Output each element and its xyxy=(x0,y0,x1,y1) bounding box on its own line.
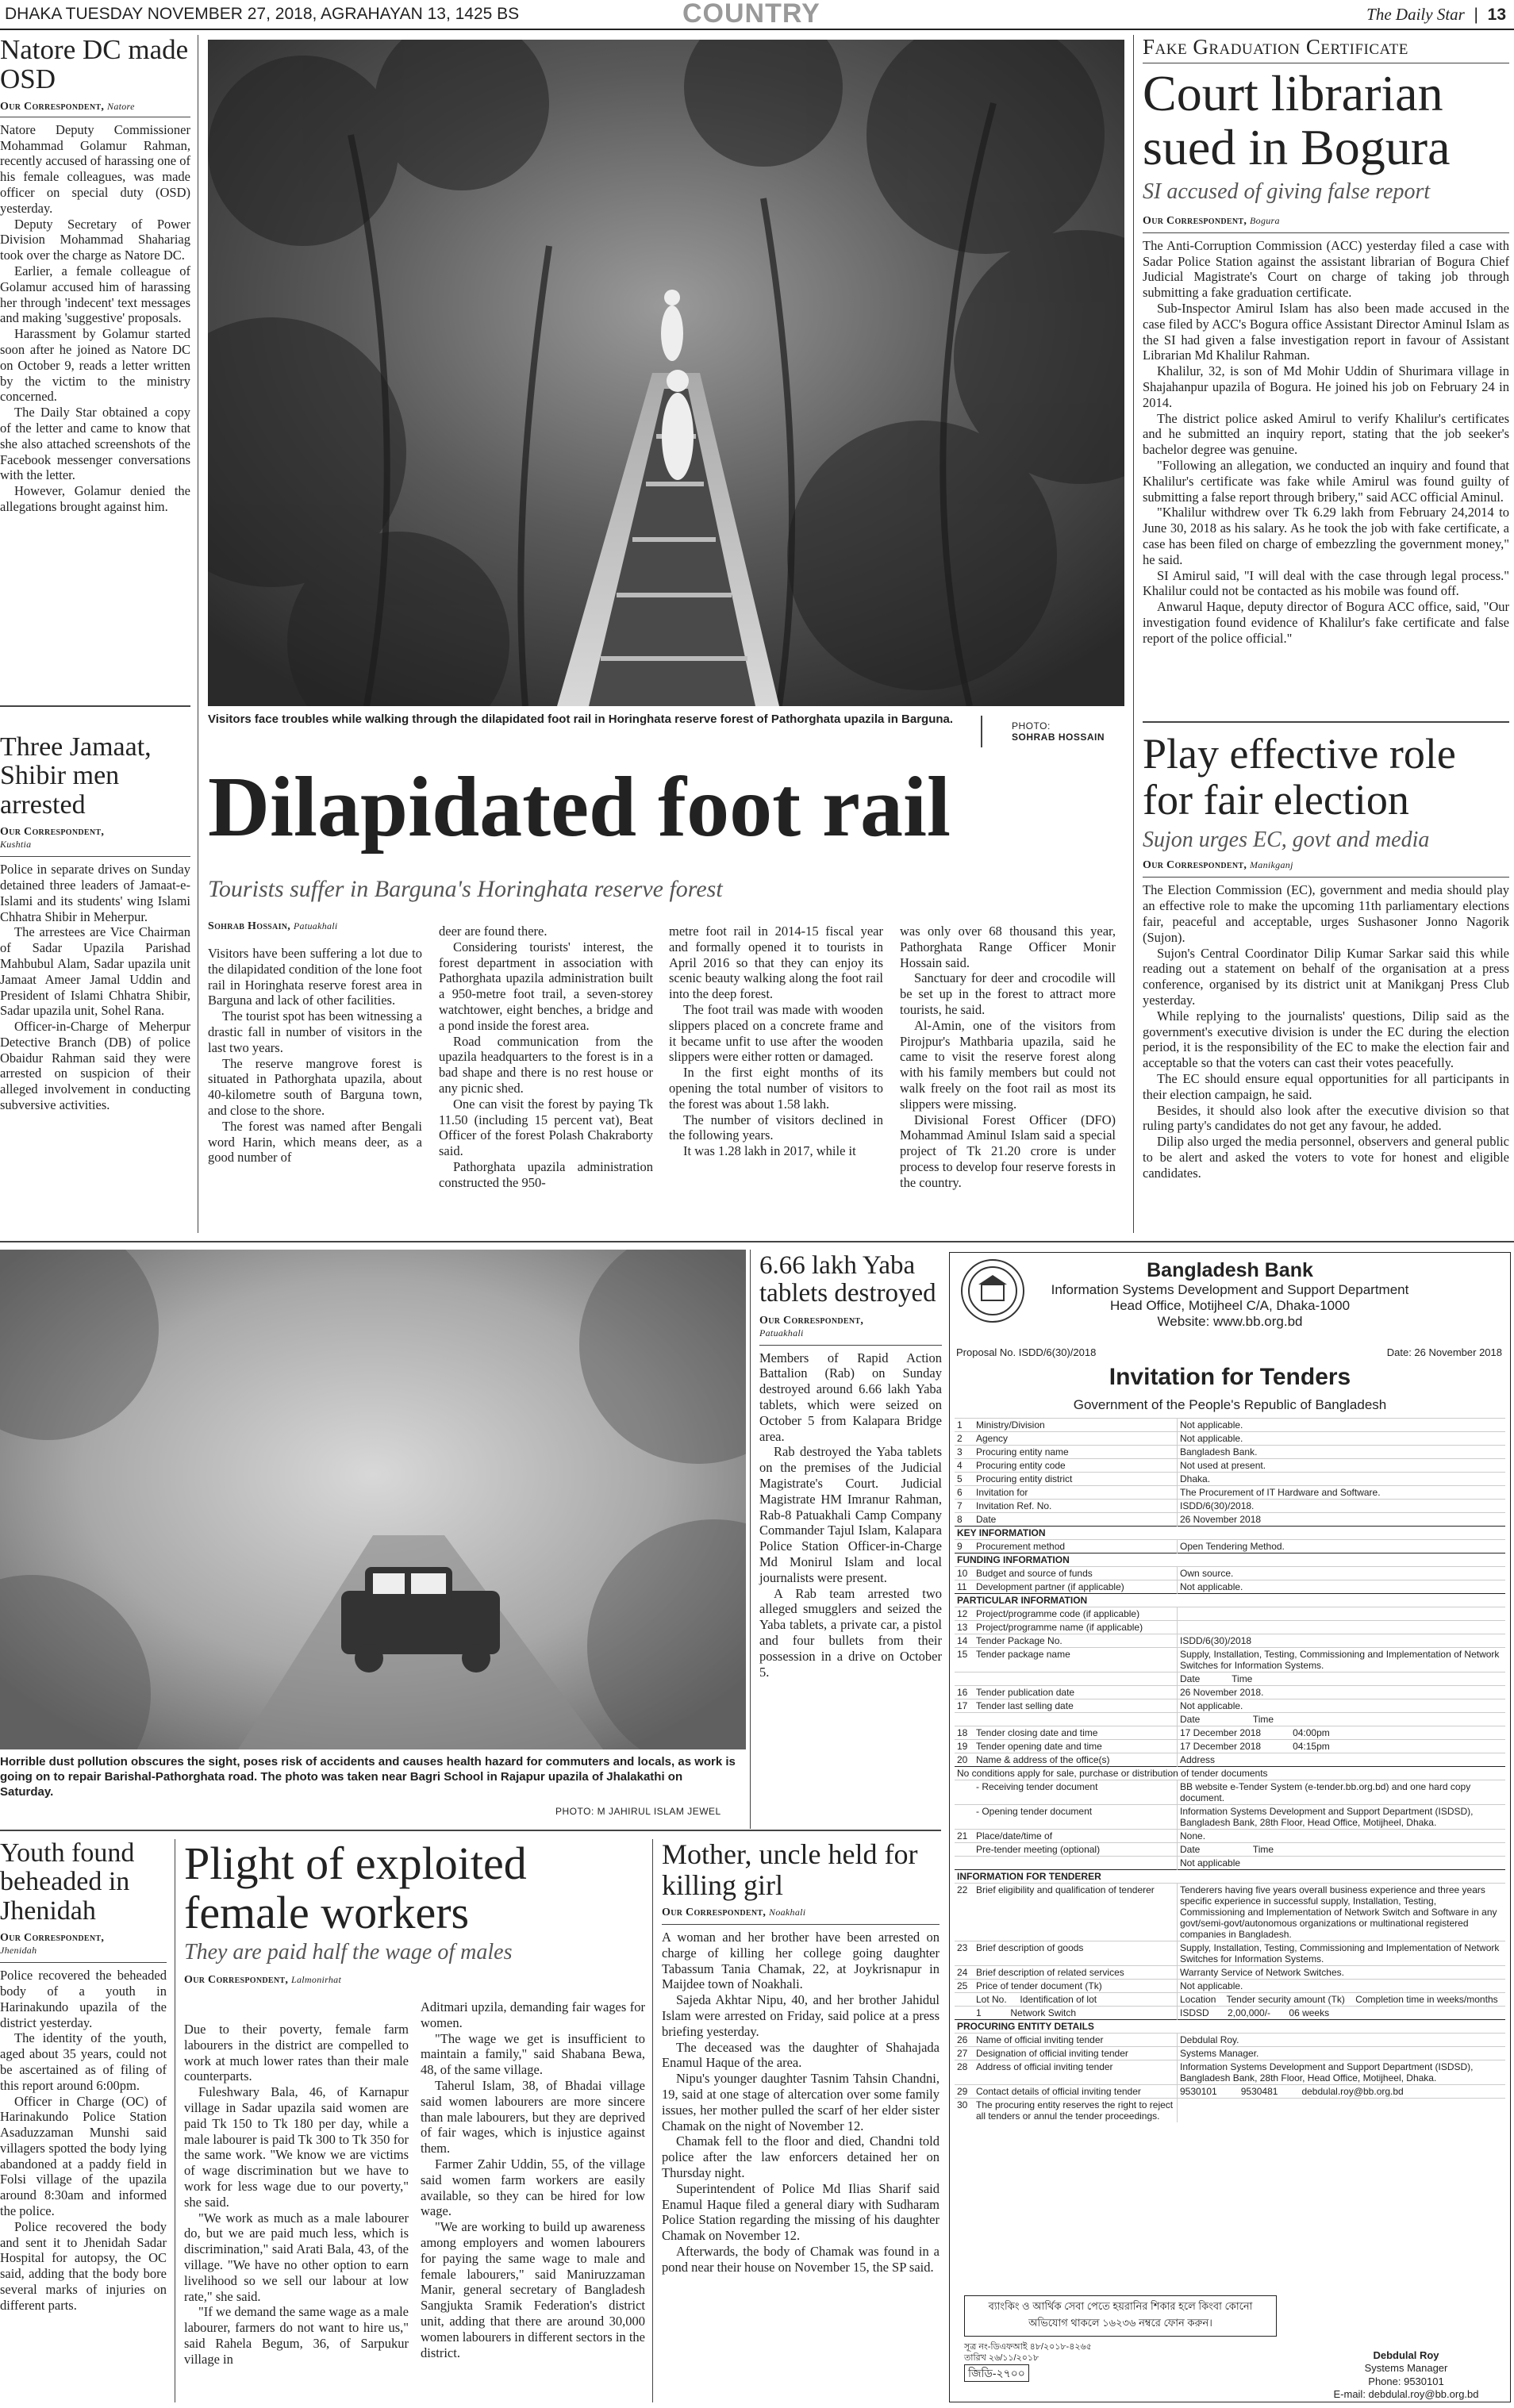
row-label: Tender package name xyxy=(974,1648,1178,1673)
paragraph: The deceased was the daughter of Shahajada Enamul Haque of the area. xyxy=(662,2039,940,2071)
table-row xyxy=(955,2047,1505,2060)
headline: 6.66 lakh Yaba tablets destroyed xyxy=(759,1251,936,1308)
row-number: 10 xyxy=(955,1567,974,1580)
subheadline: They are paid half the wage of males xyxy=(184,1940,513,1965)
row-value: Own source. xyxy=(1178,1567,1506,1580)
paragraph: "If we demand the same wage as a male labourer, farmers do not want to hire us," said Rahela Begum, 36, of Sarpukur village in xyxy=(184,2304,409,2367)
paragraph: "Khalilur withdrew over Tk 6.29 lakh from February 24,2014 to June 30, 2018 as his salary. As he took the job with fake certificate, a case has been filed on charge of embezzling the government money," he said. xyxy=(1143,505,1509,567)
byline: Our Correspondent, Patuakhali xyxy=(759,1314,864,1338)
paragraph: Due to their poverty, female farm labourers in the district are compelled to work at much lower rates than their male counterparts. xyxy=(184,2022,409,2084)
byline: Sohrab Hossain, Patuakhali xyxy=(208,920,338,932)
table-row xyxy=(955,1527,1505,1540)
byline: Our Correspondent, Natore xyxy=(0,100,135,113)
table-row xyxy=(955,1699,1505,1713)
row-value: ISDD/6(30)/2018 xyxy=(1178,1634,1506,1648)
row-label: - Receiving tender document xyxy=(974,1780,1178,1805)
row-value: Not applicable. xyxy=(1178,1419,1506,1432)
paragraph: Afterwards, the body of Chamak was found in a pond near their house on November 15, the SP said. xyxy=(662,2243,940,2275)
row-number: 6 xyxy=(955,1486,974,1500)
table-row xyxy=(955,2020,1505,2034)
row-value: Open Tendering Method. xyxy=(1178,1540,1506,1553)
table-row xyxy=(955,1540,1505,1553)
row-label: Name of official inviting tender xyxy=(974,2034,1178,2047)
row-value: Location Tender security amount (Tk) Completion time in weeks/months xyxy=(1178,1993,1506,2007)
masthead: The Daily Star xyxy=(1366,5,1465,24)
article-election xyxy=(1143,732,1509,1181)
row-label: Brief description of goods xyxy=(974,1941,1178,1966)
paragraph: However, Golamur denied the allegations brought against him. xyxy=(0,483,190,514)
headline: Plight of exploited female workers xyxy=(184,1838,527,1939)
row-value: Bangladesh Bank. xyxy=(1178,1446,1506,1459)
row-number xyxy=(955,1673,974,1686)
table-row xyxy=(955,1753,1505,1767)
ad-heading: Invitation for Tenders xyxy=(1109,1364,1351,1390)
row-number: 24 xyxy=(955,1966,974,1980)
row-value: Not applicable. xyxy=(1178,1580,1506,1594)
bank-name: Bangladesh Bank xyxy=(1147,1259,1313,1281)
proposal-date: Date: 26 November 2018 xyxy=(1386,1346,1502,1358)
paragraph: Superintendent of Police Md Ilias Sharif said Enamul Haque filed a general diary with Sudharam Police Station regarding the missing of his daughter Chamak on November 12. xyxy=(662,2180,940,2244)
row-value: 9530101 9530481 debdulal.roy@bb.org.bd xyxy=(1178,2085,1506,2099)
row-number: 18 xyxy=(955,1726,974,1740)
photo-credit: PHOTO: SOHRAB HOSSAIN xyxy=(1012,720,1105,743)
row-label: Tender last selling date xyxy=(974,1699,1178,1713)
article-body xyxy=(759,1350,942,1680)
table-row xyxy=(955,1567,1505,1580)
address: Head Office, Motijheel C/A, Dhaka-1000 xyxy=(1109,1298,1351,1313)
paragraph: deer are found there. xyxy=(439,924,548,939)
row-value: Date Time xyxy=(1178,1713,1506,1726)
row-value: Information Systems Development and Support Department (ISDSD), Bangladesh Bank, 28th Floor, Head Office, Motijheel, Dhaka. xyxy=(1178,2060,1506,2085)
paragraph: One can visit the forest by paying Tk 11.50 (including 15 percent vat), Beat Officer of the forest Polash Chakraborty said. xyxy=(439,1096,653,1159)
row-value: ISDD/6(30)/2018. xyxy=(1178,1500,1506,1513)
tender-table xyxy=(955,1418,1505,2122)
table-row xyxy=(955,1500,1505,1513)
row-label: Development partner (if applicable) xyxy=(974,1580,1178,1594)
row-label: Designation of official inviting tender xyxy=(974,2047,1178,2060)
row-number: 23 xyxy=(955,1941,974,1966)
table-row xyxy=(955,1634,1505,1648)
row-number: 5 xyxy=(955,1473,974,1486)
paragraph: Police in separate drives on Sunday detained three leaders of Jamaat-e-Islami and its students' wing Islami Chhatra Shibir in Meherpur. xyxy=(0,862,190,924)
paragraph: Sub-Inspector Amirul Islam has also been made accused in the case filed by ACC's Bogura office Assistant Director Aminul Islam as the SI had given a false investigation report in favour of Assistant Librarian Md Khalilur Rahman. xyxy=(1143,301,1509,363)
table-row xyxy=(955,1594,1505,1607)
row-value: Systems Manager. xyxy=(1178,2047,1506,2060)
row-value xyxy=(1178,1621,1506,1634)
headline: Dilapidated foot rail xyxy=(208,760,951,855)
table-row xyxy=(955,1993,1505,2007)
paragraph: The Election Commission (EC), government and media should play an effective role to make the upcoming 11th parliamentary elections fair, peaceful and acceptable, urges Sushasoner Jonno Nagorik (Sujon). xyxy=(1143,882,1509,945)
section-name: COUNTRY xyxy=(682,0,820,29)
tender-advertisement xyxy=(949,1252,1511,2402)
row-label: Address of official inviting tender xyxy=(974,2060,1178,2085)
page-number: 13 xyxy=(1487,6,1506,24)
table-row xyxy=(955,1486,1505,1500)
row-number xyxy=(955,1805,974,1830)
article-column-3 xyxy=(669,924,883,1159)
paragraph: Police recovered the beheaded body of a youth in Harinakundo upazila of the district yesterday. xyxy=(0,1968,167,2030)
row-label: Tender opening date and time xyxy=(974,1740,1178,1753)
row-label xyxy=(974,1673,1178,1686)
row-number: 14 xyxy=(955,1634,974,1648)
row-value: The Procurement of IT Hardware and Software. xyxy=(1178,1486,1506,1500)
table-row xyxy=(955,1580,1505,1594)
row-value xyxy=(1178,2099,1506,2123)
row-label: Project/programme name (if applicable) xyxy=(974,1621,1178,1634)
kicker: Fake Graduation Certificate xyxy=(1143,35,1408,59)
paragraph: Sajeda Akhtar Nipu, 40, and her brother Jahidul Islam were arrested on Friday, said police at a press briefing yesterday. xyxy=(662,1992,940,2039)
memo-references: সূত্র নং-ডিএফআই ৪৮/২০১৮-৪২৬৫ তারিখ ২৬/১১/২০১৮ জিডি-২৭০০ xyxy=(964,2341,1092,2382)
table-row xyxy=(955,1843,1505,1857)
row-number: 20 xyxy=(955,1753,974,1767)
headline: Youth found beheaded in Jhenidah xyxy=(0,1838,135,1926)
row-value: Tenderers having five years overall business experience and three years specific experience in successful supply, Installation, Testing, Commissioning and Implementation of Network Switch and Software in any govt/semi-govt/autonomous organizations or multinational registered companies in Bangladesh. xyxy=(1178,1884,1506,1941)
row-number: 26 xyxy=(955,2034,974,2047)
row-label: Name & address of the office(s) xyxy=(974,1753,1178,1767)
paragraph: Anwarul Haque, deputy director of Bogura ACC office, said, "Our investigation found evidence of Khalilur's fake certificate and false report of the police official." xyxy=(1143,599,1509,646)
article-yaba xyxy=(759,1252,942,1680)
proposal-number: Proposal No. ISDD/6(30)/2018 xyxy=(956,1346,1097,1358)
article-jhenidah xyxy=(0,1839,167,2314)
article-body xyxy=(0,122,190,515)
paragraph: Natore Deputy Commissioner Mohammad Golamur Rahman, recently accused of harassing one of his female colleagues, was made officer on special duty (OSD) yesterday. xyxy=(0,121,190,216)
row-value: Not used at present. xyxy=(1178,1459,1506,1473)
row-label: Tender closing date and time xyxy=(974,1726,1178,1740)
paragraph: Nipu's younger daughter Tasnim Tahsin Chandni, 19, said at one stage of altercation over some family issues, her mother pulled the scarf of her elder sister Chamak on the night of November 12. xyxy=(662,2071,940,2133)
row-label: Tender Package No. xyxy=(974,1634,1178,1648)
table-row xyxy=(955,2007,1505,2020)
row-label: Price of tender document (Tk) xyxy=(974,1980,1178,1993)
subheadline: Sujon urges EC, govt and media xyxy=(1143,827,1430,852)
paragraph: The district police asked Amirul to verify Khalilur's certificates and he submitted an inquiry report, stating that the job seeker's bachelor degree was genuine. xyxy=(1143,410,1509,458)
row-number: 2 xyxy=(955,1432,974,1446)
photo-caption: Visitors face troubles while walking through the dilapidated foot rail in Horinghata reserve forest of Pathorghata upazila in Barguna. xyxy=(208,712,954,726)
table-row xyxy=(955,2034,1505,2047)
paragraph: Members of Rapid Action Battalion (Rab) on Sunday destroyed around 6.66 lakh Yaba tablets, which were seized on October 5 from Kalapara Bridge area. xyxy=(759,1350,942,1444)
section-heading: PARTICULAR INFORMATION xyxy=(955,1594,1505,1607)
row-value: Supply, Installation, Testing, Commissioning and Implementation of Network Switches for Information Systems. xyxy=(1178,1648,1506,1673)
paragraph: Road communication from the upazila headquarters to the forest is in a bad shape and there is no rest house or any picnic shed. xyxy=(439,1033,653,1096)
folio-bar xyxy=(0,0,1514,30)
row-number: 17 xyxy=(955,1699,974,1713)
table-row xyxy=(955,1648,1505,1673)
row-number xyxy=(955,1843,974,1857)
section-heading: FUNDING INFORMATION xyxy=(955,1553,1505,1567)
paragraph: Officer in Charge (OC) of Harinakundo Police Station Asaduzzaman Munshi said villagers spotted the body lying abandoned at a paddy field in Folsi village of the upazila around 8:30am and informed the police. xyxy=(0,2093,167,2219)
table-row xyxy=(955,1857,1505,1870)
paragraph: A woman and her brother have been arrested on charge of killing her college going daughter Tabassum Tania Chamak, 22, at Joykrisnapur in Maijdee town of Noakhali. xyxy=(662,1930,940,1992)
row-value: Warranty Service of Network Switches. xyxy=(1178,1966,1506,1980)
paragraph: Chamak fell to the floor and died, Chandni told police after the law enforcers detained her on Thursday night. xyxy=(662,2133,940,2180)
paragraph: Sanctuary for deer and crocodile will be set up in the forest to attract more tourists, he said. xyxy=(900,970,1116,1017)
paragraph: The forest was named after Bengali word Harin, which means deer, as a good number of xyxy=(208,1118,422,1166)
row-value: Date Time xyxy=(1178,1673,1506,1686)
row-number: 3 xyxy=(955,1446,974,1459)
row-number: 29 xyxy=(955,2085,974,2099)
article-plight xyxy=(184,1839,644,1991)
row-number: 28 xyxy=(955,2060,974,2085)
article-column-4 xyxy=(900,924,1116,1191)
table-row xyxy=(955,1419,1505,1432)
table-row xyxy=(955,1780,1505,1805)
row-number xyxy=(955,1780,974,1805)
row-value: Not applicable xyxy=(1178,1857,1506,1870)
table-row xyxy=(955,1459,1505,1473)
paragraph: Deputy Secretary of Power Division Mohammad Shahariag took over the charge as Natore DC. xyxy=(0,216,190,263)
paragraph: Al-Amin, one of the visitors from Pirojpur's Mathbaria upazila, said he came to visit the reserve forest along with his family members but could not walk freely on the foot rail as most its slippers were missing. xyxy=(900,1017,1116,1112)
row-value: 26 November 2018. xyxy=(1178,1686,1506,1699)
forest-photo xyxy=(208,40,1124,706)
government-line: Government of the People's Republic of Bangladesh xyxy=(1073,1397,1387,1412)
signature-block: Debdulal Roy Systems Manager Phone: 9530101 E-mail: debdulal.roy@bb.org.bd xyxy=(1333,2349,1479,2400)
headline: Mother, uncle held for killing girl xyxy=(662,1838,918,1901)
row-value: Debdulal Roy. xyxy=(1178,2034,1506,2047)
paragraph: Aditmari upzila, demanding fair wages for women. xyxy=(421,1999,645,2030)
paragraph: Police recovered the body and sent it to Jhenidah Sadar Hospital for autopsy, the OC said, adding that the body bore several marks of injuries on different parts. xyxy=(0,2218,167,2313)
table-row xyxy=(955,1553,1505,1567)
row-number: 11 xyxy=(955,1580,974,1594)
table-row xyxy=(955,2060,1505,2085)
paragraph: Sujon's Central Coordinator Dilip Kumar Sarkar said this while reading out a statement on behalf of the organisation at a press conference, organised by its district unit at Manikganj Press Club yesterday. xyxy=(1143,945,1509,1008)
paragraph: "We are working to build up awareness among employers and women labourers for paying the same wage to male and female labourers," said Maniruzzaman Manir, general secretary of Bangladesh Sangjukta Sramik Federation's district unit, adding that there are around 30,000 women labourers in different sectors in the district. xyxy=(421,2219,645,2360)
article-column-2 xyxy=(421,1999,645,2360)
paragraph: In the first eight months of its opening the total number of visitors to the forest was about 1.58 lakh. xyxy=(669,1065,883,1112)
row-label xyxy=(974,1857,1178,1870)
row-label: Invitation for xyxy=(974,1486,1178,1500)
row-number: 16 xyxy=(955,1686,974,1699)
row-value: 26 November 2018 xyxy=(1178,1513,1506,1527)
row-label: Date xyxy=(974,1513,1178,1527)
byline: Our Correspondent, Kushtia xyxy=(0,826,105,851)
article-column-1 xyxy=(208,946,422,1166)
table-row xyxy=(955,1767,1505,1780)
row-label: Budget and source of funds xyxy=(974,1567,1178,1580)
table-row xyxy=(955,1673,1505,1686)
row-label: Brief description of related services xyxy=(974,1966,1178,1980)
table-row xyxy=(955,1473,1505,1486)
byline: Our Correspondent, Lalmonirhat xyxy=(184,1974,342,1987)
row-number: 8 xyxy=(955,1513,974,1527)
row-number: 25 xyxy=(955,1980,974,1993)
grievance-notice: ব্যাংকিং ও আর্থিক সেবা পেতে হয়রানির শিকার হলে কিংবা কোনো অভিযোগ থাকলে ১৬২৩৬ নম্বরে ফোন করুন। xyxy=(964,2295,1277,2337)
paragraph: Dilip also urged the media personnel, observers and general public to be alert and asked the voters to vote for honest and eligible candidates. xyxy=(1143,1134,1509,1181)
row-label: Procuring entity code xyxy=(974,1459,1178,1473)
article-body xyxy=(662,1930,940,2276)
article-column-2 xyxy=(439,924,653,1191)
row-value: ISDSD 2,00,000/- 06 weeks xyxy=(1178,2007,1506,2020)
table-row xyxy=(955,1966,1505,1980)
paragraph: was only over 68 thousand this year, Pathorghata Range Officer Monir Hossain said. xyxy=(900,924,1116,970)
paragraph: The reserve mangrove forest is situated in Pathorghata upazila, about 40-kilometre south of Barguna town, and close to the shore. xyxy=(208,1055,422,1118)
row-value: BB website e-Tender System (e-tender.bb.org.bd) and one hard copy document. xyxy=(1178,1780,1506,1805)
row-label: 1 Network Switch xyxy=(974,2007,1178,2020)
row-number xyxy=(955,1993,974,2007)
row-label: Tender publication date xyxy=(974,1686,1178,1699)
row-value: 17 December 2018 04:00pm xyxy=(1178,1726,1506,1740)
row-number: 4 xyxy=(955,1459,974,1473)
paragraph: While replying to the journalists' questions, Dilip said as the government's executive division is under the EC during the election period, it is the responsibility of the EC to make the election fair and acceptable so that the voters can cast their votes peacefully. xyxy=(1143,1008,1509,1071)
row-number: 22 xyxy=(955,1884,974,1941)
photo-credit: PHOTO: M JAHIRUL ISLAM JEWEL xyxy=(555,1806,721,1817)
row-value: Supply, Installation, Testing, Commissioning and Implementation of Network Switches for Information Systems. xyxy=(1178,1941,1506,1966)
row-label: Agency xyxy=(974,1432,1178,1446)
paragraph: It was 1.28 lakh in 2017, while it xyxy=(683,1143,856,1159)
row-number: 27 xyxy=(955,2047,974,2060)
website: Website: www.bb.org.bd xyxy=(1157,1314,1303,1329)
article-jamaat xyxy=(0,733,190,1113)
row-number xyxy=(955,2007,974,2020)
article-mother xyxy=(662,1839,940,2276)
row-value: Dhaka. xyxy=(1178,1473,1506,1486)
table-row xyxy=(955,1830,1505,1843)
paragraph: Farmer Zahir Uddin, 55, of the village said women farm workers are easily available, so they can be hired for low wage. xyxy=(421,2156,645,2219)
paragraph: "We work as much as a male labourer do, but we are paid much less, which is discrimination," said Arati Bala, 43, of the village. "We have no other option to earn livelihood so we sell our labour at low rate," she said. xyxy=(184,2210,409,2304)
paragraph: The tourist spot has been witnessing a drastic fall in number of visitors in the last two years. xyxy=(208,1008,422,1055)
row-label: Lot No. Identification of lot xyxy=(974,1993,1178,2007)
paragraph: The foot trail was made with wooden slippers placed on a concrete frame and it became unfit to use after the wooden slippers were either rotten or damaged. xyxy=(669,1001,883,1065)
paragraph: The arrestees are Vice Chairman of Sadar Upazila Parishad Mahbubul Alam, Sadar upazila unit Jamaat Ameer Jamal Uddin and President of Islami Chhatra Shibir, Sadar upazila unit, Sohel Rana. xyxy=(0,924,190,1019)
table-row xyxy=(955,1432,1505,1446)
row-label: Brief eligibility and qualification of tenderer xyxy=(974,1884,1178,1941)
row-label: Procuring entity district xyxy=(974,1473,1178,1486)
paragraph: "The wage we get is insufficient to maintain a family," said Shabana Bewa, 48, of the same village. xyxy=(421,2030,645,2078)
table-row xyxy=(955,1686,1505,1699)
paragraph: The number of visitors declined in the following years. xyxy=(669,1112,883,1143)
byline: Our Correspondent, Jhenidah xyxy=(0,1932,105,1957)
headline: Play effective role for fair election xyxy=(1143,730,1456,824)
table-row xyxy=(955,2085,1505,2099)
subheadline: SI accused of giving false report xyxy=(1143,179,1431,204)
table-row xyxy=(955,1726,1505,1740)
row-label: The procuring entity reserves the right to reject all tenders or annul the tender proceedings. xyxy=(974,2099,1178,2123)
paragraph: Taherul Islam, 38, of Bhadai village said women labourers are more sincere than male labourers, but they are deprived of fair wages, which is injustice against them. xyxy=(421,2077,645,2156)
row-label: Invitation Ref. No. xyxy=(974,1500,1178,1513)
row-number: 9 xyxy=(955,1540,974,1553)
table-row xyxy=(955,1870,1505,1884)
row-number: 1 xyxy=(955,1419,974,1432)
headline: Court librarian sued in Bogura xyxy=(1143,65,1451,176)
row-number: 30 xyxy=(955,2099,974,2123)
paragraph: Rab destroyed the Yaba tablets on the premises of the Judicial Magistrate's Court. Judicial Magistrate HM Imranur Rahman, Rab-8 Patuakhali Camp Company Commander Tajul Islam, Kalapara Police Station Officer-in-Charge Md Monirul Islam and local journalists were present. xyxy=(759,1444,942,1585)
row-number: 7 xyxy=(955,1500,974,1513)
table-row xyxy=(955,1446,1505,1459)
paragraph: Earlier, a female colleague of Golamur accused him of harassing her through 'indecent' text messages and making 'suggestive' proposals. xyxy=(0,263,190,326)
paragraph: The identity of the youth, aged about 35 years, could not be ascertained as of filing of this report around 6:00pm. xyxy=(0,2030,167,2093)
row-label: Contact details of official inviting tender xyxy=(974,2085,1178,2099)
row-number: 19 xyxy=(955,1740,974,1753)
table-row xyxy=(955,1941,1505,1966)
row-label: Procurement method xyxy=(974,1540,1178,1553)
table-row xyxy=(955,1607,1505,1621)
row-value: Not applicable. xyxy=(1178,1980,1506,1993)
row-number: 21 xyxy=(955,1830,974,1843)
byline: Our Correspondent, Noakhali xyxy=(662,1907,806,1919)
byline: Our Correspondent, Manikganj xyxy=(1143,859,1293,872)
article-body xyxy=(0,862,190,1113)
row-label: Procuring entity name xyxy=(974,1446,1178,1459)
section-heading: PROCURING ENTITY DETAILS xyxy=(955,2020,1505,2034)
table-row xyxy=(955,1740,1505,1753)
article-column-1 xyxy=(184,2022,409,2368)
dust-photo xyxy=(0,1250,746,1749)
row-label: Ministry/Division xyxy=(974,1419,1178,1432)
table-row xyxy=(955,1621,1505,1634)
row-number: 15 xyxy=(955,1648,974,1673)
article-body xyxy=(0,1968,167,2314)
paragraph: The Daily Star obtained a copy of the letter and came to know that she also attached screenshots of the Facebook messenger conversations with the letter. xyxy=(0,405,190,483)
paragraph: "Following an allegation, we conducted an inquiry and found that Khalilur's certificate was fake while Amirul was found guilty of submitting a false report through bribery," said ACC official Aminul. xyxy=(1143,458,1509,505)
headline: Three Jamaat, Shibir men arrested xyxy=(0,732,152,820)
photo-caption: Horrible dust pollution obscures the sight, poses risk of accidents and causes health hazard for commuters and locals, as work is going on to repair Barishal-Pathorghata road. The photo was taken near Bagri School in Rajapur upazila of Jhalakathi on Saturday. xyxy=(0,1755,736,1799)
row-number xyxy=(955,1857,974,1870)
row-value: Address xyxy=(1178,1753,1506,1767)
row-value: None. xyxy=(1178,1830,1506,1843)
table-row xyxy=(955,1884,1505,1941)
row-label: Pre-tender meeting (optional) xyxy=(974,1843,1178,1857)
row-label: Project/programme code (if applicable) xyxy=(974,1607,1178,1621)
table-row xyxy=(955,1805,1505,1830)
row-value: Not applicable. xyxy=(1178,1432,1506,1446)
byline: Our Correspondent, Bogura xyxy=(1143,214,1280,227)
paragraph: Besides, it should also look after the executive division so that ruling party's candidates do not get any favour, he added. xyxy=(1143,1102,1509,1134)
row-value: 17 December 2018 04:15pm xyxy=(1178,1740,1506,1753)
section-heading: INFORMATION FOR TENDERER xyxy=(955,1870,1505,1884)
section-heading: No conditions apply for sale, purchase or distribution of tender documents xyxy=(955,1767,1505,1780)
paragraph: metre foot rail in 2014-15 fiscal year and formally opened it to tourists in April 2016 so that they can enjoy its scenic beauty walking along the foot rail into the deep forest. xyxy=(669,924,883,1002)
headline: Natore DC made OSD xyxy=(0,34,189,95)
paragraph: Divisional Forest Officer (DFO) Mohammad Aminul Islam said a special project of Tk 21.20 crore is under process to develop four reserve forests in the country. xyxy=(900,1112,1116,1190)
row-number: 13 xyxy=(955,1621,974,1634)
article-body xyxy=(1143,238,1509,647)
section-heading: KEY INFORMATION xyxy=(955,1527,1505,1540)
article-bogura xyxy=(1143,35,1509,647)
row-number: 12 xyxy=(955,1607,974,1621)
row-label xyxy=(974,1713,1178,1726)
paragraph: Khalilur, 32, is son of Md Mohir Uddin of Shurimara village in Shajahanpur upazila of Bogura. He joined his job on February 24 in 2014. xyxy=(1143,363,1509,410)
paragraph: Pathorghata upazila administration constructed the 950- xyxy=(439,1158,653,1190)
row-value: Information Systems Development and Support Department (ISDSD), Bangladesh Bank, 28th Floor, Head Office, Motijheel, Dhaka. xyxy=(1178,1805,1506,1830)
row-label: Place/date/time of xyxy=(974,1830,1178,1843)
paragraph: Fuleshwary Bala, 46, of Karnapur village in Sadar upazila said women are paid Tk 150 to Tk 180 per day, while a male labourer is paid Tk 300 to Tk 350 for the same work. "We know we are victims of wage discrimination but we have to work for less wage due to our poverty," she said. xyxy=(184,2084,409,2210)
paragraph: The EC should ensure equal opportunities for all participants in their election campaign, he said. xyxy=(1143,1071,1509,1102)
table-row xyxy=(955,1713,1505,1726)
table-row xyxy=(955,1980,1505,1993)
folio-date: DHAKA TUESDAY NOVEMBER 27, 2018, AGRAHAYAN 13, 1425 BS xyxy=(5,5,520,23)
row-number xyxy=(955,1713,974,1726)
paragraph: Harassment by Golamur started soon after he joined as Natore DC on October 9, reads a letter written by the victim to the ministry concerned. xyxy=(0,326,190,405)
article-body xyxy=(1143,882,1509,1181)
paragraph: Considering tourists' interest, the forest department in association with Pathorghata upazila administration built a 950-metre foot trail, a seven-storey watchtower, eight benches, a bridge and a pond inside the forest area. xyxy=(439,939,653,1033)
row-value: Date Time xyxy=(1178,1843,1506,1857)
article-natore xyxy=(0,35,190,515)
table-row xyxy=(955,2099,1505,2123)
paragraph: Visitors have been suffering a lot due to the dilapidated condition of the lone foot rail in Horinghata reserve forest area in Barguna and lack of other facilities. xyxy=(208,946,422,1008)
paragraph: SI Amirul said, "I will deal with the case through legal process." Khalilur could not be contacted as his mobile was found off. xyxy=(1143,567,1509,599)
row-label: - Opening tender document xyxy=(974,1805,1178,1830)
department: Information Systems Development and Support Department xyxy=(1051,1282,1409,1297)
paragraph: Officer-in-Charge of Meherpur Detective Branch (DB) of police Obaidur Rahman said they were arrested on suspicion of their alleged involvement in conducting subversive activities. xyxy=(0,1019,190,1113)
paragraph: A Rab team arrested two alleged smugglers and seized the Yaba tablets, a private car, a pistol and four bullets from their possession in a drive on October 5. xyxy=(759,1585,942,1680)
paragraph: The Anti-Corruption Commission (ACC) yesterday filed a case with Sadar Police Station against the assistant librarian of Bogura Chief Judicial Magistrate's Court on charge of taking job through submitting a fake graduation certificate. xyxy=(1143,237,1509,301)
row-value xyxy=(1178,1607,1506,1621)
subheadline: Tourists suffer in Barguna's Horinghata reserve forest xyxy=(208,876,723,902)
table-row xyxy=(955,1513,1505,1527)
folio-right: The Daily Star | 13 xyxy=(1366,5,1506,24)
row-value: Not applicable. xyxy=(1178,1699,1506,1713)
